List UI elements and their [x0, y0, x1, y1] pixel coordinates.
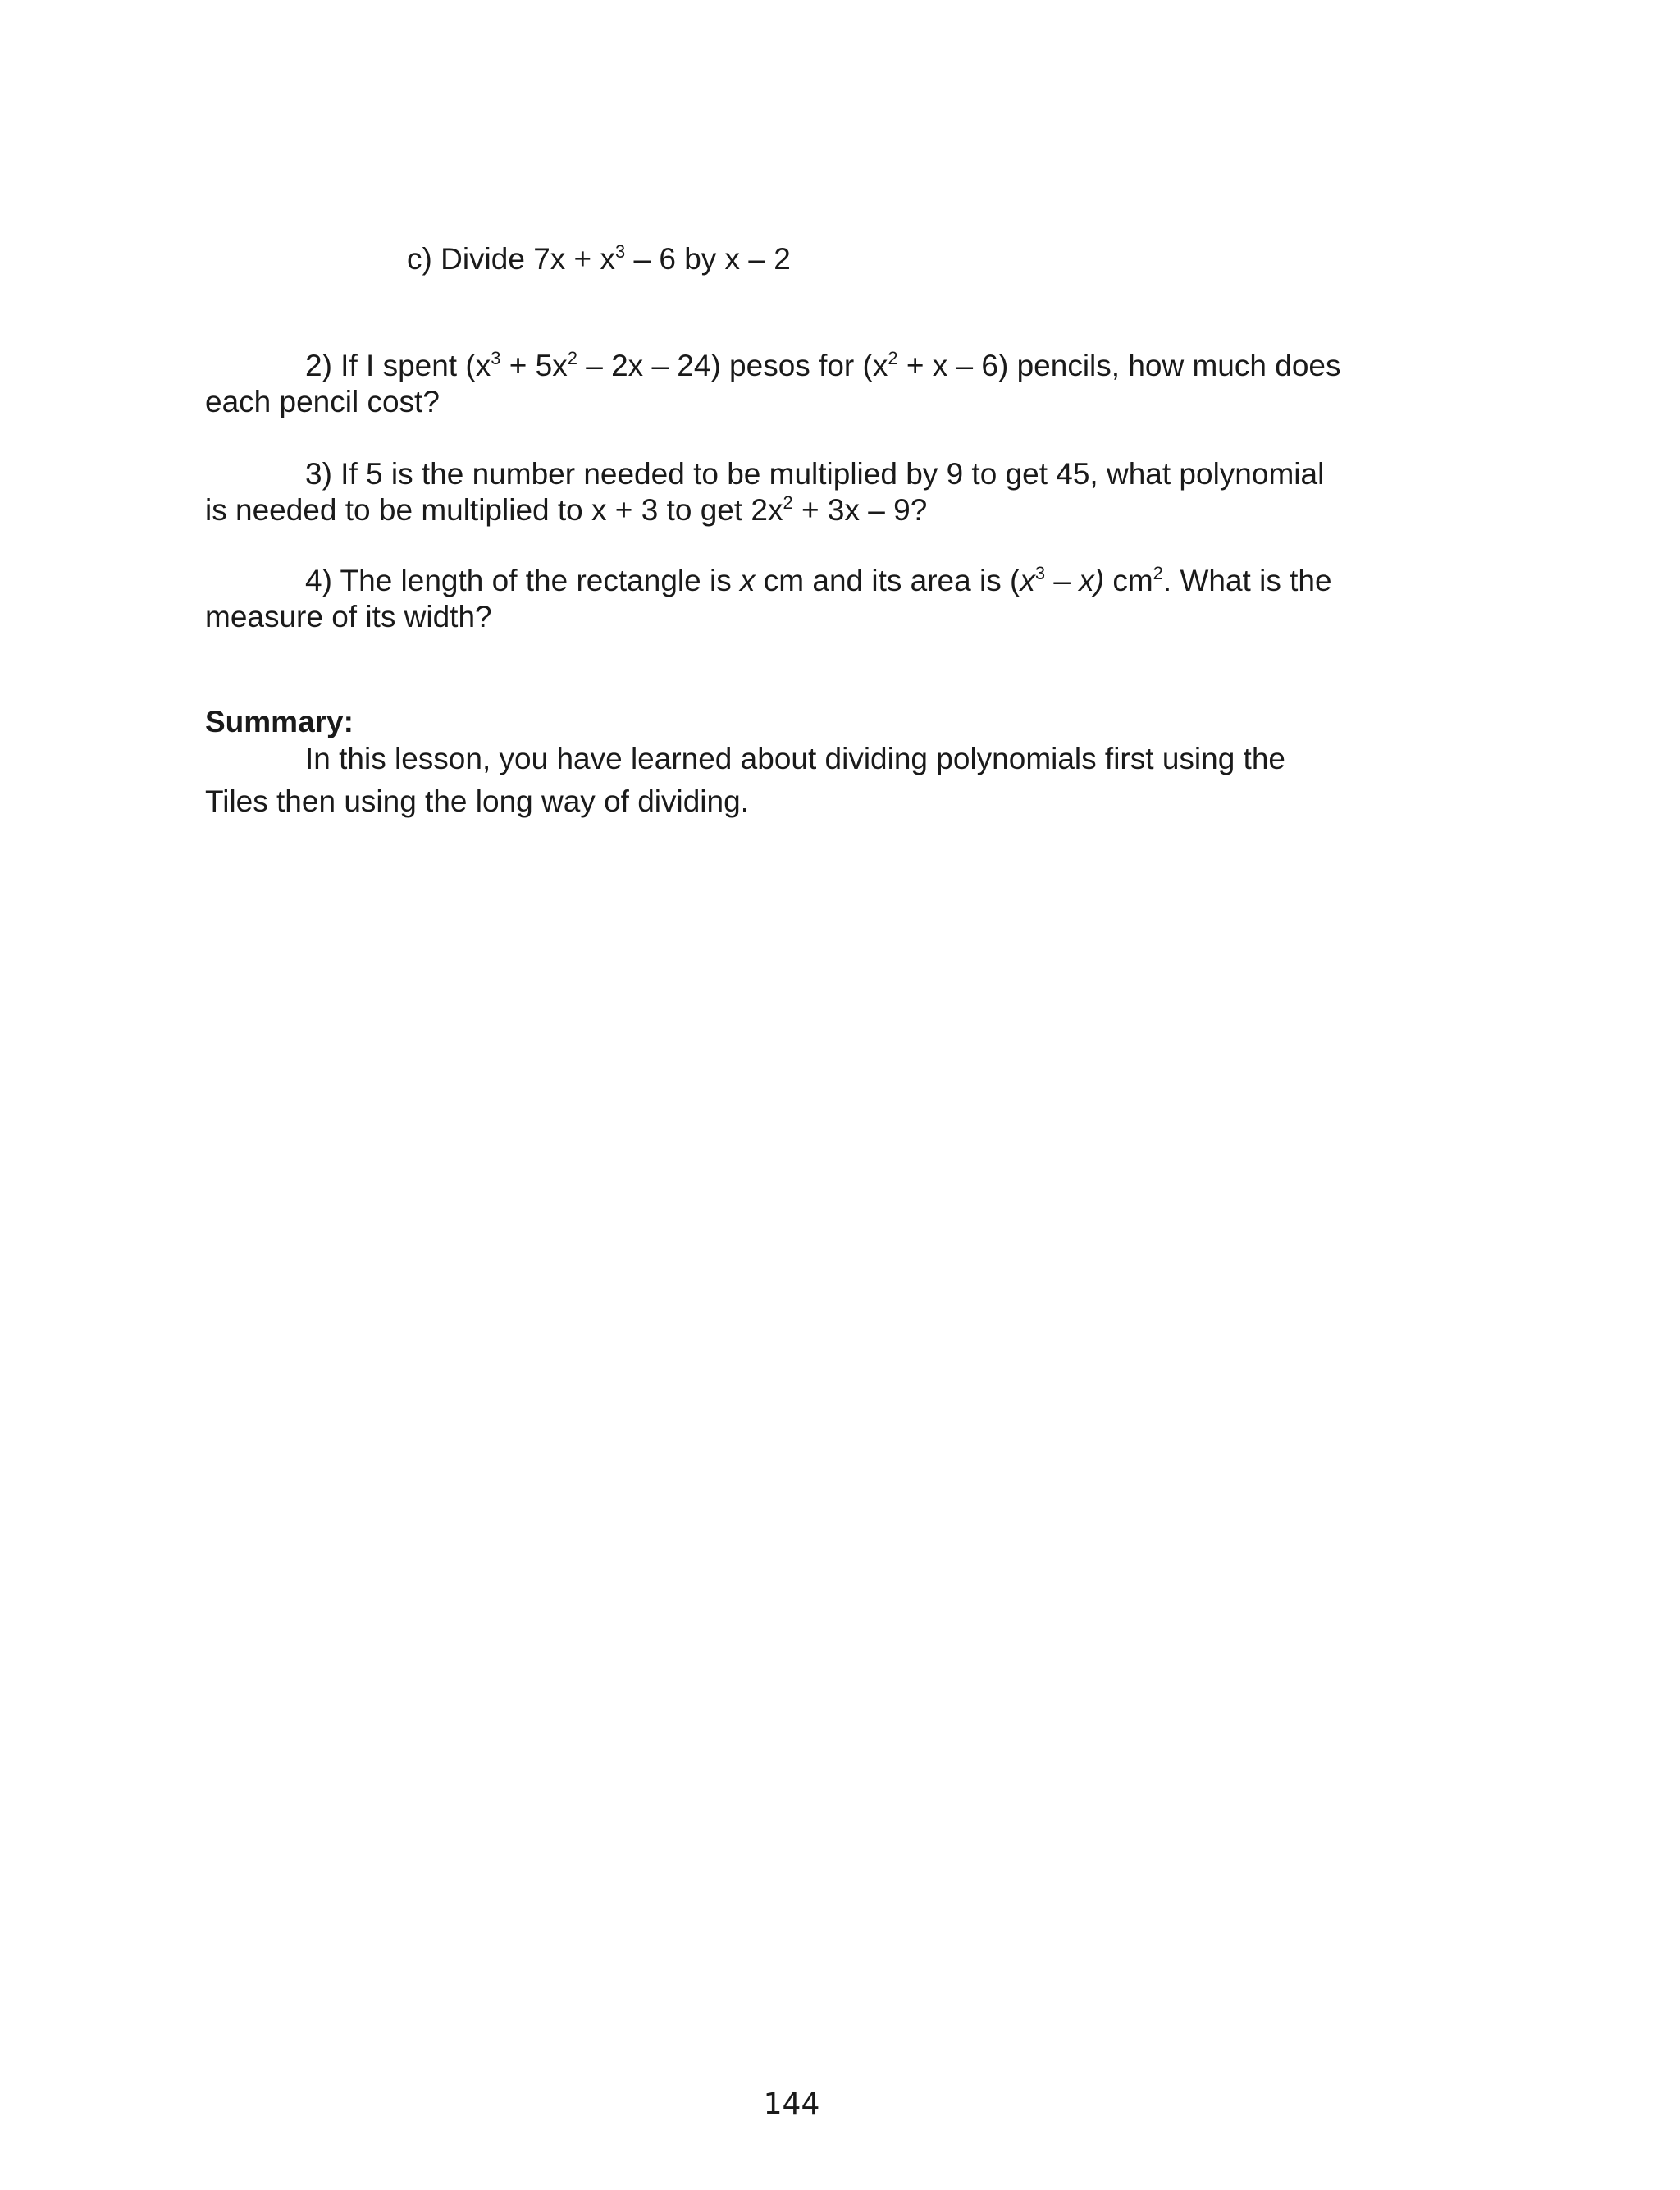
exercise-2-exponent-1: 3	[491, 348, 501, 368]
exercise-4-var-x-close: x)	[1079, 564, 1105, 597]
exercise-2-exponent-3: 2	[888, 348, 898, 368]
exercise-3-line-1: 3) If 5 is the number needed to be multiplied by 9 to get 45, what polynomial	[305, 457, 1325, 491]
exercise-2-line-1	[305, 348, 1340, 384]
summary-line-2: Tiles then using the long way of dividing.	[205, 784, 749, 818]
exercise-c-text-b: – 6 by x – 2	[625, 242, 791, 276]
exercise-2-exponent-2: 2	[567, 348, 578, 368]
exercise-4-var-x: x	[739, 564, 756, 597]
summary-line-1: In this lesson, you have learned about dividing polynomials first using the	[305, 742, 1285, 775]
exercise-4-text-d: cm	[1104, 564, 1153, 597]
exercise-c-text-a: c) Divide 7x + x	[407, 242, 615, 276]
exercise-2-text-b: + 5x	[500, 349, 568, 382]
exercise-c	[407, 241, 791, 277]
exercise-4-exponent-2: 2	[1153, 563, 1163, 583]
exercise-4-text-a: 4) The length of the rectangle is	[305, 564, 740, 597]
exercise-4-line-1	[305, 563, 1332, 599]
exercise-4-text-b: cm and its area is (	[755, 564, 1020, 597]
exercise-4-text-e: . What is the	[1162, 564, 1332, 597]
exercise-2-text-c: – 2x – 24) pesos for (x	[577, 349, 888, 382]
exercise-3-text-b: + 3x – 9?	[792, 493, 928, 527]
exercise-4-var-x-cubed: x	[1020, 564, 1035, 597]
page-number: 144	[763, 2087, 820, 2121]
exercise-2-text-d: + x – 6) pencils, how much does	[897, 349, 1341, 382]
exercise-4-text-c: –	[1045, 564, 1080, 597]
exercise-4-exponent-1: 3	[1034, 563, 1046, 583]
exercise-3-line-2	[205, 492, 927, 528]
exercise-2-text-a: 2) If I spent (x	[305, 349, 491, 382]
exercise-c-exponent: 3	[614, 241, 626, 262]
exercise-3-exponent: 2	[783, 492, 793, 513]
exercise-4-line-2: measure of its width?	[205, 600, 492, 633]
summary-heading: Summary:	[205, 705, 354, 738]
exercise-3-text-a: is needed to be multiplied to x + 3 to get 2x	[205, 493, 783, 527]
exercise-2-line-2: each pencil cost?	[205, 385, 440, 418]
